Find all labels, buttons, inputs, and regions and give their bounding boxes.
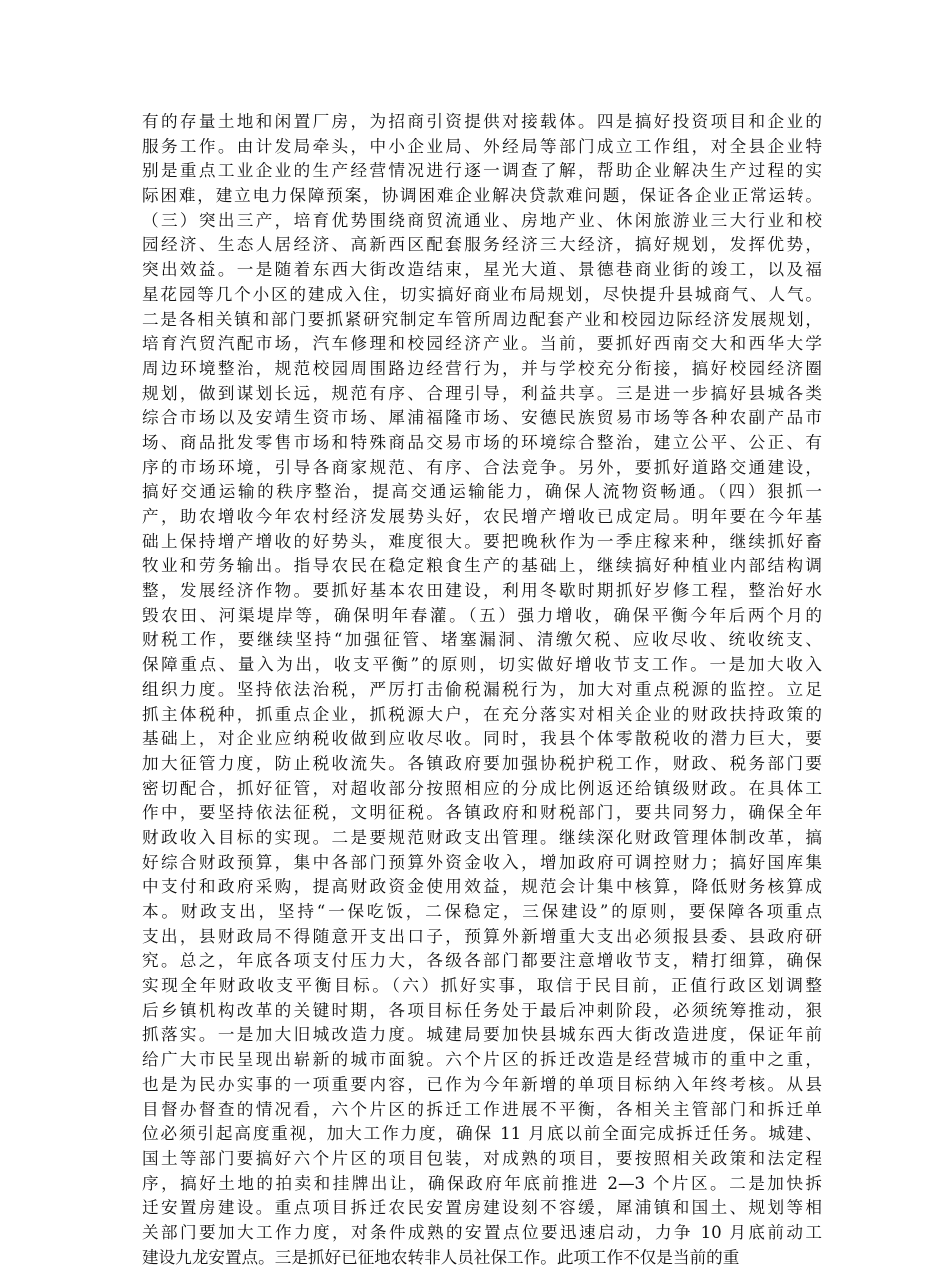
text-line: 产，助农增收今年农村经济发展势头好，农民增产增收已成定局。明年要在今年基 <box>142 507 822 526</box>
text-line: 整，发展经济作物。要抓好基本农田建设，利用冬歇时期抓好岁修工程，整治好水 <box>142 581 822 601</box>
text-line: 作中，要坚持依法征税，文明征税。各镇政府和财税部门，要共同努力，确保全年 <box>142 803 822 823</box>
text-line: （三）突出三产，培育优势围绕商贸流通业、房地产业、休闲旅游业三大行业和校 <box>142 210 822 230</box>
text-line: 也是为民办实事的一项重要内容，已作为今年新增的单项目标纳入年终考核。从县 <box>142 1074 822 1094</box>
text-line: 给广大市民呈现出崭新的城市面貌。六个片区的拆迁改造是经营城市的重中之重， <box>142 1050 822 1070</box>
text-line: 序的市场环境，引导各商家规范、有序、合法竞争。另外，要抓好道路交通建设， <box>142 457 822 477</box>
text-line: 基础上，对企业应纳税收做到应收尽收。同时，我县个体零散税收的潜力巨大，要 <box>142 729 822 749</box>
text-line: 序，搞好土地的拍卖和挂牌出让，确保政府年底前推进 2—3 个片区。二是加快拆 <box>142 1173 822 1193</box>
text-line: 周边环境整治，规范校园周围路边经营行为，并与学校充分衔接，搞好校园经济圈 <box>142 358 822 378</box>
text-line: 财税工作，要继续坚持“加强征管、堵塞漏洞、清缴欠税、应收尽收、统收统支、 <box>142 630 822 650</box>
text-line: 好综合财政预算，集中各部门预算外资金收入，增加政府可调控财力；搞好国库集 <box>142 852 822 872</box>
text-line: 毁农田、河渠堤岸等，确保明年春灌。（五）强力增收，确保平衡今年后两个月的 <box>142 605 822 625</box>
text-line: 密切配合，抓好征管，对超收部分按照相应的分成比例返还给镇级财政。在具体工 <box>142 778 822 798</box>
text-line: 园经济、生态人居经济、高新西区配套服务经济三大经济，搞好规划，发挥优势， <box>142 235 822 255</box>
text-line: 国土等部门要搞好六个片区的项目包装，对成熟的项目，要按照相关政策和法定程 <box>142 1148 822 1168</box>
text-line: 规划，做到谋划长远，规范有序、合理引导，利益共享。三是进一步搞好县城各类 <box>142 383 822 403</box>
text-line: 建设九龙安置点。三是抓好已征地农转非人员社保工作。此项工作不仅是当前的重 <box>142 1247 740 1267</box>
text-line: 础上保持增产增收的好势头，难度很大。要把晚秋作为一季庄稼来种，继续抓好畜 <box>142 531 822 551</box>
text-line: 后乡镇机构改革的关键时期，各项目标任务处于最后冲刺阶段，必须统筹推动，狠 <box>142 1000 822 1020</box>
text-line: 加大征管力度，防止税收流失。各镇政府要加强协税护税工作，财政、税务部门要 <box>142 753 822 773</box>
text-line: 究。总之，年底各项支付压力大，各级各部门都要注意增收节支，精打细算，确保 <box>142 951 822 971</box>
text-line: 抓主体税种，抓重点企业，抓税源大户，在充分落实对相关企业的财政扶持政策的 <box>142 704 822 724</box>
text-line: 星花园等几个小区的建成入住，切实搞好商业布局规划，尽快提升县城商气、人气。 <box>142 284 822 304</box>
text-line: 组织力度。坚持依法治税，严厉打击偷税漏税行为，加大对重点税源的监控。立足 <box>142 679 822 699</box>
text-line: 培育汽贸汽配市场，汽车修理和校园经济产业。当前，要抓好西南交大和西华大学 <box>142 334 822 354</box>
text-line: 场、商品批发零售市场和特殊商品交易市场的环境综合整治，建立公平、公正、有 <box>142 432 822 452</box>
text-line: 关部门要加大工作力度，对条件成熟的安置点位要迅速启动，力争 10 月底前动工 <box>142 1222 822 1242</box>
text-line: 财政收入目标的实现。二是要规范财政支出管理。继续深化财政管理体制改革，搞 <box>142 827 822 847</box>
text-line: 位必须引起高度重视，加大工作力度，确保 11 月底以前全面完成拆迁任务。城建、 <box>142 1124 822 1144</box>
text-line: 支出，县财政局不得随意开支出口子，预算外新增重大支出必须报县委、县政府研 <box>142 926 822 946</box>
text-line: 本。财政支出，坚持“一保吃饭，二保稳定，三保建设”的原则，要保障各项重点 <box>142 902 822 921</box>
text-line: 突出效益。一是随着东西大街改造结束，星光大道、景德巷商业街的竣工，以及福 <box>142 260 822 280</box>
text-line: 二是各相关镇和部门要抓紧研究制定车管所周边配套产业和校园边际经济发展规划， <box>142 309 822 329</box>
text-line: 有的存量土地和闲置厂房，为招商引资提供对接载体。四是搞好投资项目和企业的 <box>142 112 822 131</box>
text-line: 抓落实。一是加大旧城改造力度。城建局要加快县城东西大街改造进度，保证年前 <box>142 1025 822 1045</box>
body-text <box>142 110 822 1270</box>
text-line: 牧业和劳务输出。指导农民在稳定粮食生产的基础上，继续搞好种植业内部结构调 <box>142 556 822 576</box>
text-line: 搞好交通运输的秩序整治，提高交通运输能力，确保人流物资畅通。（四）狠抓一 <box>142 482 822 502</box>
text-line: 目督办督查的情况看，六个片区的拆迁工作进展不平衡，各相关主管部门和拆迁单 <box>142 1099 822 1119</box>
text-line: 中支付和政府采购，提高财政资金使用效益，规范会计集中核算，降低财务核算成 <box>142 877 822 897</box>
text-line: 服务工作。由计发局牵头，中小企业局、外经局等部门成立工作组，对全县企业特 <box>142 136 822 156</box>
text-line: 别是重点工业企业的生产经营情况进行逐一调查了解，帮助企业解决生产过程的实 <box>142 161 822 181</box>
text-line: 综合市场以及安靖生资市场、犀浦福隆市场、安德民族贸易市场等各种农副产品市 <box>142 408 822 428</box>
text-line: 迁安置房建设。重点项目拆迁农民安置房建设刻不容缓，犀浦镇和国土、规划等相 <box>142 1198 822 1218</box>
text-line: 保障重点、量入为出，收支平衡”的原则，切实做好增收节支工作。一是加大收入 <box>142 655 822 675</box>
text-line: 实现全年财政收支平衡目标。（六）抓好实事，取信于民目前，正值行政区划调整 <box>142 976 822 996</box>
text-line: 际困难，建立电力保障预案，协调困难企业解决贷款难问题，保证各企业正常运转。 <box>142 186 822 206</box>
